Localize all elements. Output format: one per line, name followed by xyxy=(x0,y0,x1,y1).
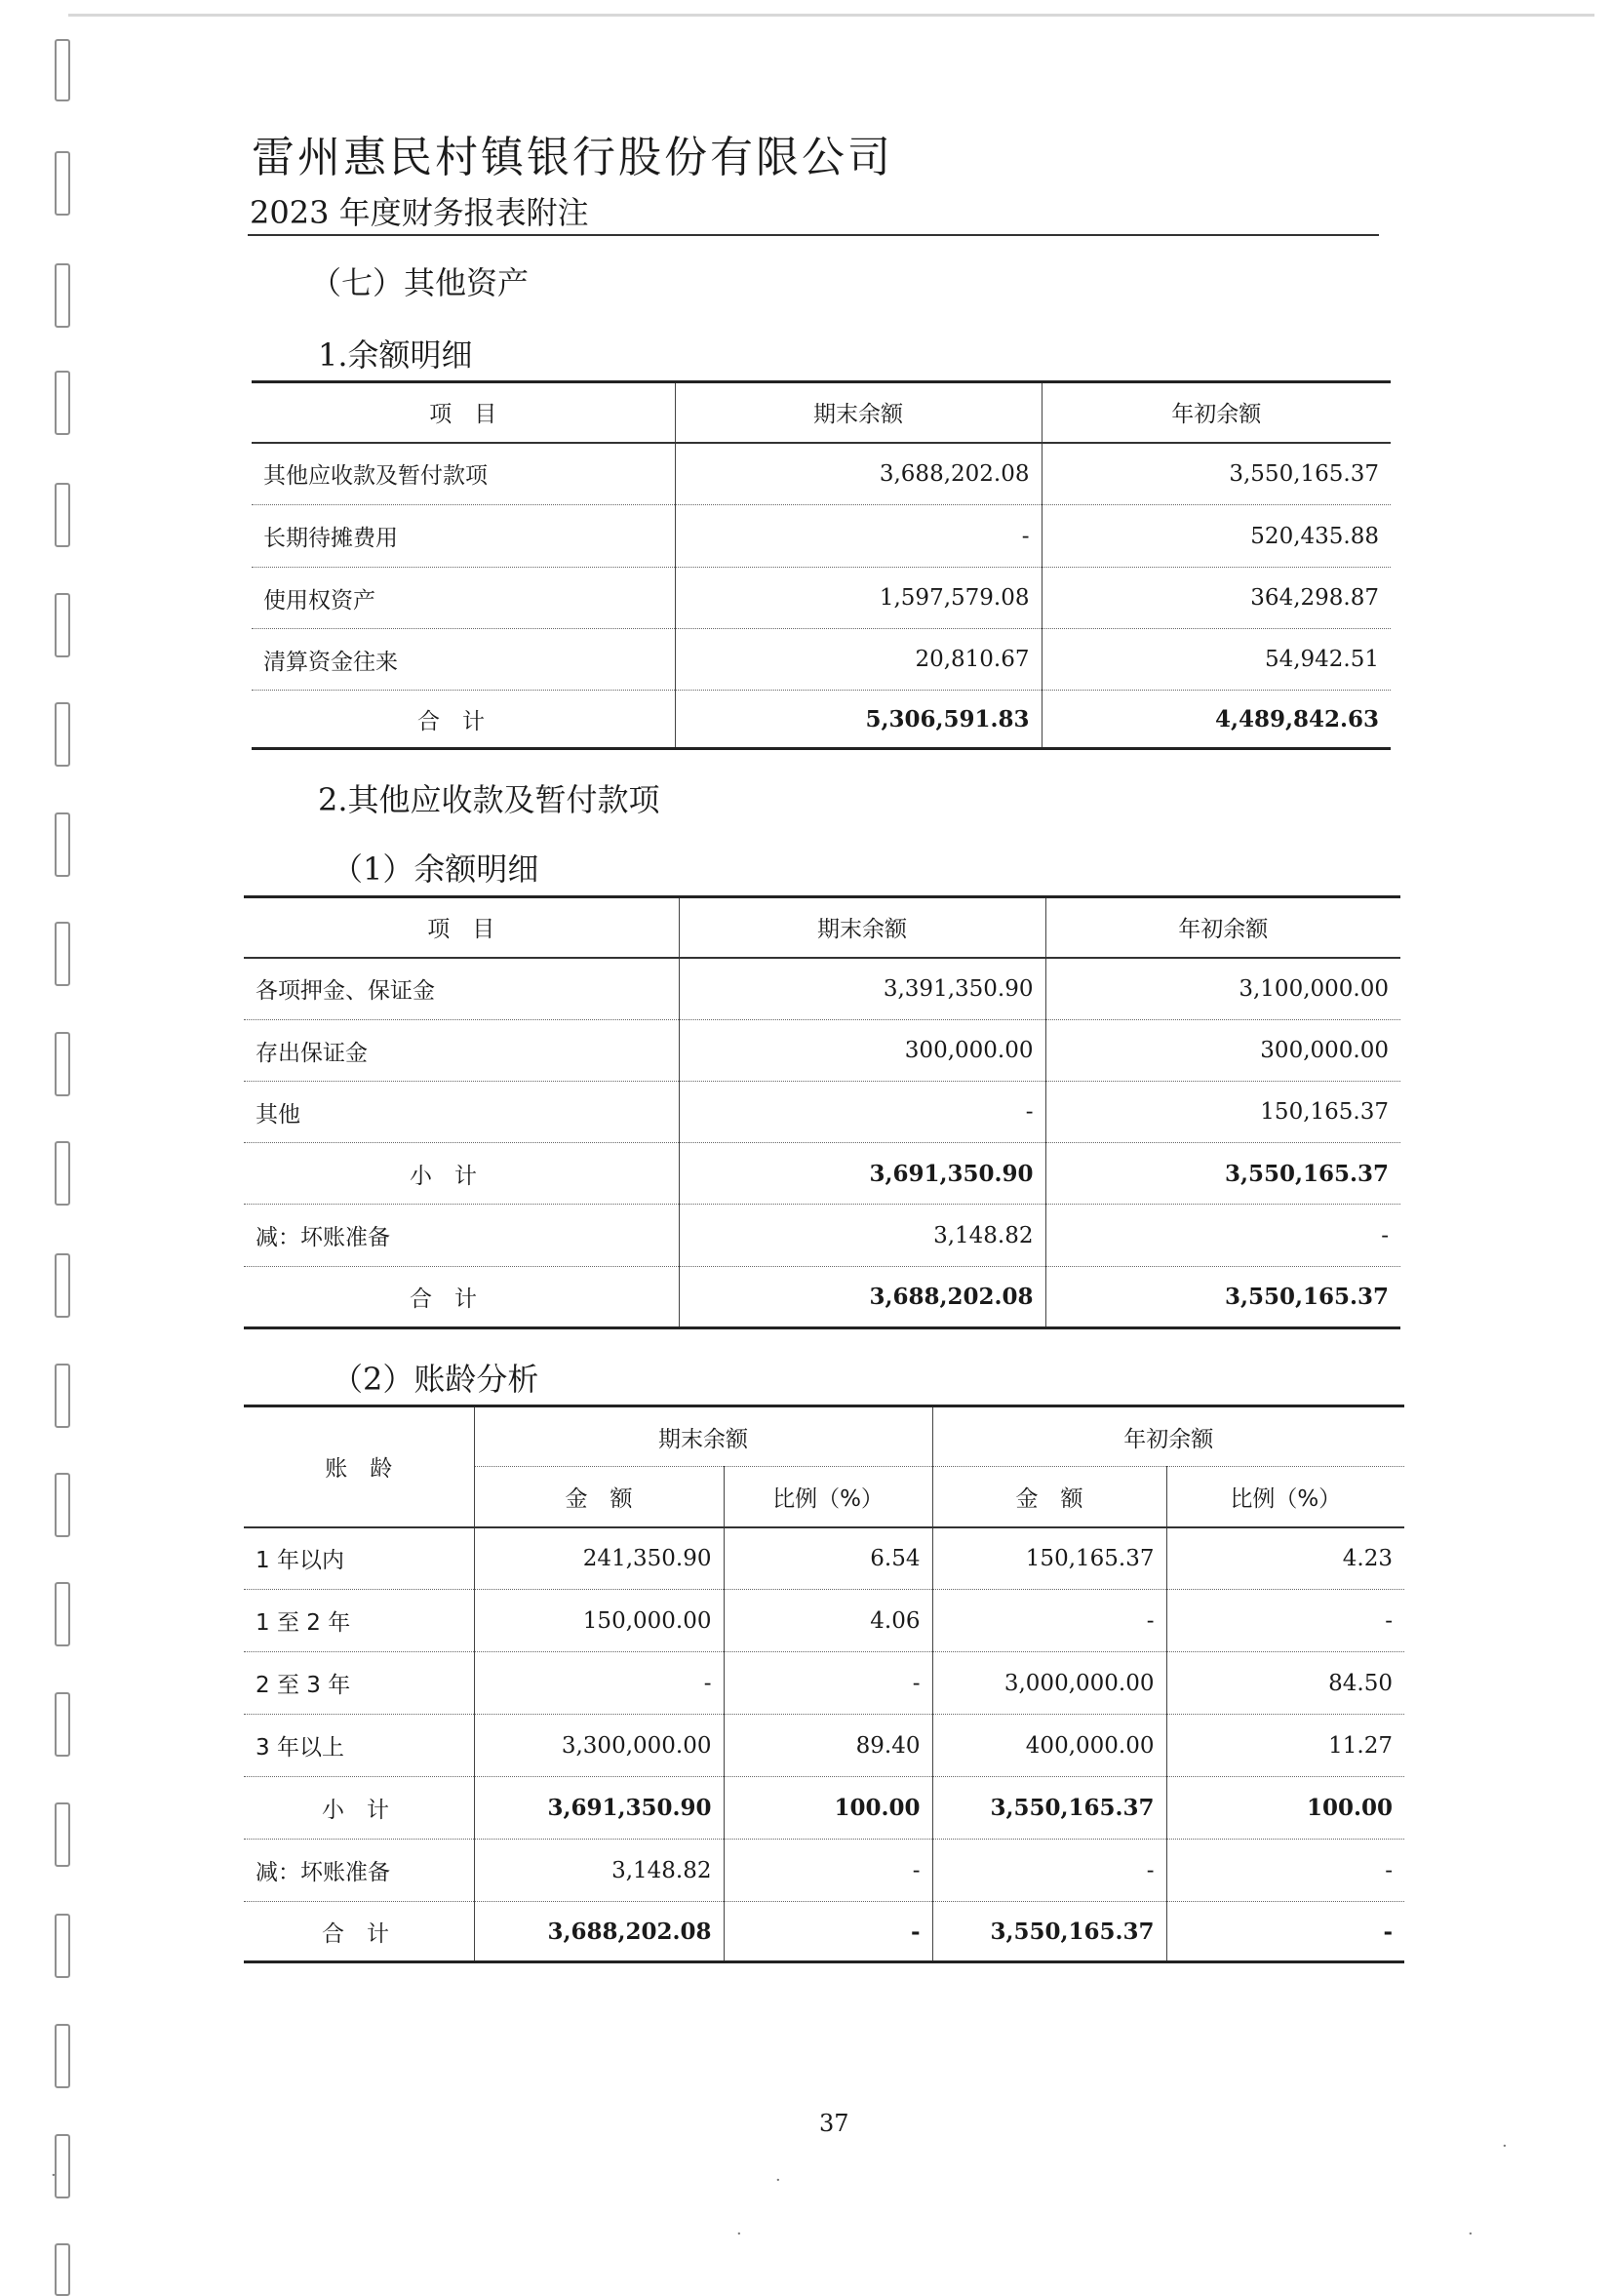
end-ratio: 6.54 xyxy=(724,1527,932,1590)
end-ratio: - xyxy=(724,1652,932,1715)
end-amount: 241,350.90 xyxy=(474,1527,724,1590)
row-label: 清算资金往来 xyxy=(252,629,675,691)
other-assets-table xyxy=(252,380,1391,750)
page-number: 37 xyxy=(819,2110,849,2137)
binding-hole xyxy=(55,263,70,328)
period-begin-value: 54,942.51 xyxy=(1042,629,1391,691)
binding-hole xyxy=(55,1364,70,1428)
column-group-period-end: 期末余额 xyxy=(474,1406,932,1467)
column-header-item: 项 目 xyxy=(244,897,679,958)
binding-hole xyxy=(55,1032,70,1096)
column-header-period-begin: 年初余额 xyxy=(1042,382,1391,443)
binding-hole xyxy=(55,2024,70,2088)
row-label: 各项押金、保证金 xyxy=(244,958,679,1020)
allowance-label: 减：坏账准备 xyxy=(244,1840,474,1902)
scan-speck: · xyxy=(51,2165,57,2186)
binding-hole xyxy=(55,1692,70,1757)
subsection-other-receivables: 2.其他应收款及暂付款项 xyxy=(318,781,660,818)
table-row xyxy=(244,1652,1404,1715)
binding-hole xyxy=(55,483,70,547)
aging-analysis-table xyxy=(244,1405,1404,1963)
allowance-begin-ratio: - xyxy=(1166,1840,1404,1902)
period-begin-value: 520,435.88 xyxy=(1042,505,1391,568)
row-label: 其他 xyxy=(244,1082,679,1143)
end-amount: 150,000.00 xyxy=(474,1590,724,1652)
table-row xyxy=(244,1082,1400,1143)
total-row xyxy=(244,1267,1400,1328)
total-period-end: 3,688,202.08 xyxy=(679,1267,1045,1328)
column-header-period-begin: 年初余额 xyxy=(1045,897,1400,958)
subtotal-row xyxy=(244,1777,1404,1840)
section-title: （七）其他资产 xyxy=(310,264,530,301)
company-name: 雷州惠民村镇银行股份有限公司 xyxy=(252,133,893,182)
row-label: 存出保证金 xyxy=(244,1020,679,1082)
column-header-begin-ratio: 比例（%） xyxy=(1166,1467,1404,1527)
report-title: 2023 年度财务报表附注 xyxy=(250,194,589,231)
binding-hole xyxy=(55,1914,70,1978)
begin-amount: - xyxy=(932,1590,1166,1652)
age-label: 3 年以上 xyxy=(244,1715,474,1777)
age-label: 1 至 2 年 xyxy=(244,1590,474,1652)
table-row xyxy=(252,443,1391,505)
binding-hole xyxy=(55,39,70,101)
column-header-period-end: 期末余额 xyxy=(679,897,1045,958)
column-header-age: 账 龄 xyxy=(244,1406,474,1527)
allowance-end-amount: 3,148.82 xyxy=(474,1840,724,1902)
age-label: 2 至 3 年 xyxy=(244,1652,474,1715)
subsection-aging-analysis: （2）账龄分析 xyxy=(332,1361,539,1398)
begin-ratio: 84.50 xyxy=(1166,1652,1404,1715)
column-header-period-end: 期末余额 xyxy=(675,382,1042,443)
subtotal-row xyxy=(244,1143,1400,1205)
column-header-item: 项 目 xyxy=(252,382,675,443)
begin-amount: 400,000.00 xyxy=(932,1715,1166,1777)
table-row xyxy=(252,505,1391,568)
allowance-begin-amount: - xyxy=(932,1840,1166,1902)
period-begin-value: 3,550,165.37 xyxy=(1042,443,1391,505)
binding-hole xyxy=(55,922,70,986)
binding-hole xyxy=(55,1473,70,1537)
table-row xyxy=(244,1715,1404,1777)
total-begin-ratio: - xyxy=(1166,1902,1404,1962)
begin-ratio: 11.27 xyxy=(1166,1715,1404,1777)
binding-hole xyxy=(55,151,70,216)
total-period-begin: 3,550,165.37 xyxy=(1045,1267,1400,1328)
period-end-value: - xyxy=(675,505,1042,568)
end-ratio: 4.06 xyxy=(724,1590,932,1652)
table-row xyxy=(252,629,1391,691)
subtotal-label: 小 计 xyxy=(244,1777,474,1840)
period-end-value: 1,597,579.08 xyxy=(675,568,1042,629)
binding-hole xyxy=(55,2243,70,2296)
table-row xyxy=(244,1590,1404,1652)
row-label: 其他应收款及暂付款项 xyxy=(252,443,675,505)
total-label: 合 计 xyxy=(244,1902,474,1962)
binding-hole xyxy=(55,702,70,767)
subtotal-end-ratio: 100.00 xyxy=(724,1777,932,1840)
period-end-value: - xyxy=(679,1082,1045,1143)
scan-speck: · xyxy=(1468,2224,1474,2244)
column-header-end-amount: 金 额 xyxy=(474,1467,724,1527)
begin-ratio: 4.23 xyxy=(1166,1527,1404,1590)
binding-hole xyxy=(55,1253,70,1318)
total-period-end: 5,306,591.83 xyxy=(675,691,1042,749)
scan-speck: · xyxy=(736,2224,742,2244)
subsection-balance-detail: 1.余额明细 xyxy=(318,336,473,374)
total-label: 合 计 xyxy=(252,691,675,749)
total-begin-amount: 3,550,165.37 xyxy=(932,1902,1166,1962)
allowance-label: 减：坏账准备 xyxy=(244,1205,679,1267)
binding-hole xyxy=(55,812,70,877)
total-row xyxy=(244,1902,1404,1962)
subtotal-period-begin: 3,550,165.37 xyxy=(1045,1143,1400,1205)
begin-amount: 150,165.37 xyxy=(932,1527,1166,1590)
total-period-begin: 4,489,842.63 xyxy=(1042,691,1391,749)
begin-ratio: - xyxy=(1166,1590,1404,1652)
binding-hole xyxy=(55,593,70,657)
column-header-end-ratio: 比例（%） xyxy=(724,1467,932,1527)
binding-hole xyxy=(55,1141,70,1206)
period-begin-value: 364,298.87 xyxy=(1042,568,1391,629)
age-label: 1 年以内 xyxy=(244,1527,474,1590)
period-end-value: 20,810.67 xyxy=(675,629,1042,691)
period-end-value: 300,000.00 xyxy=(679,1020,1045,1082)
table-row xyxy=(244,1020,1400,1082)
header-rule xyxy=(248,234,1379,236)
end-amount: - xyxy=(474,1652,724,1715)
total-row xyxy=(252,691,1391,749)
subsection-balance-detail-2: （1）余额明细 xyxy=(332,851,539,888)
allowance-row xyxy=(244,1840,1404,1902)
binding-hole xyxy=(55,2134,70,2198)
table-row xyxy=(244,1527,1404,1590)
scan-speck: · xyxy=(1502,2136,1508,2157)
end-amount: 3,300,000.00 xyxy=(474,1715,724,1777)
subtotal-period-end: 3,691,350.90 xyxy=(679,1143,1045,1205)
total-label: 合 计 xyxy=(244,1267,679,1328)
end-ratio: 89.40 xyxy=(724,1715,932,1777)
period-begin-value: 3,100,000.00 xyxy=(1045,958,1400,1020)
allowance-period-begin: - xyxy=(1045,1205,1400,1267)
subtotal-label: 小 计 xyxy=(244,1143,679,1205)
scan-speck: · xyxy=(775,2170,781,2191)
column-group-period-begin: 年初余额 xyxy=(932,1406,1404,1467)
scan-top-rule xyxy=(68,14,1594,17)
begin-amount: 3,000,000.00 xyxy=(932,1652,1166,1715)
total-end-ratio: - xyxy=(724,1902,932,1962)
subtotal-end-amount: 3,691,350.90 xyxy=(474,1777,724,1840)
binding-hole xyxy=(55,371,70,435)
allowance-row xyxy=(244,1205,1400,1267)
table-row xyxy=(244,958,1400,1020)
other-receivables-table xyxy=(244,895,1400,1329)
table-row xyxy=(252,568,1391,629)
binding-hole xyxy=(55,1582,70,1646)
allowance-period-end: 3,148.82 xyxy=(679,1205,1045,1267)
row-label: 长期待摊费用 xyxy=(252,505,675,568)
column-header-begin-amount: 金 额 xyxy=(932,1467,1166,1527)
allowance-end-ratio: - xyxy=(724,1840,932,1902)
binding-hole xyxy=(55,1802,70,1867)
total-end-amount: 3,688,202.08 xyxy=(474,1902,724,1962)
subtotal-begin-amount: 3,550,165.37 xyxy=(932,1777,1166,1840)
row-label: 使用权资产 xyxy=(252,568,675,629)
period-end-value: 3,688,202.08 xyxy=(675,443,1042,505)
subtotal-begin-ratio: 100.00 xyxy=(1166,1777,1404,1840)
period-end-value: 3,391,350.90 xyxy=(679,958,1045,1020)
period-begin-value: 300,000.00 xyxy=(1045,1020,1400,1082)
period-begin-value: 150,165.37 xyxy=(1045,1082,1400,1143)
